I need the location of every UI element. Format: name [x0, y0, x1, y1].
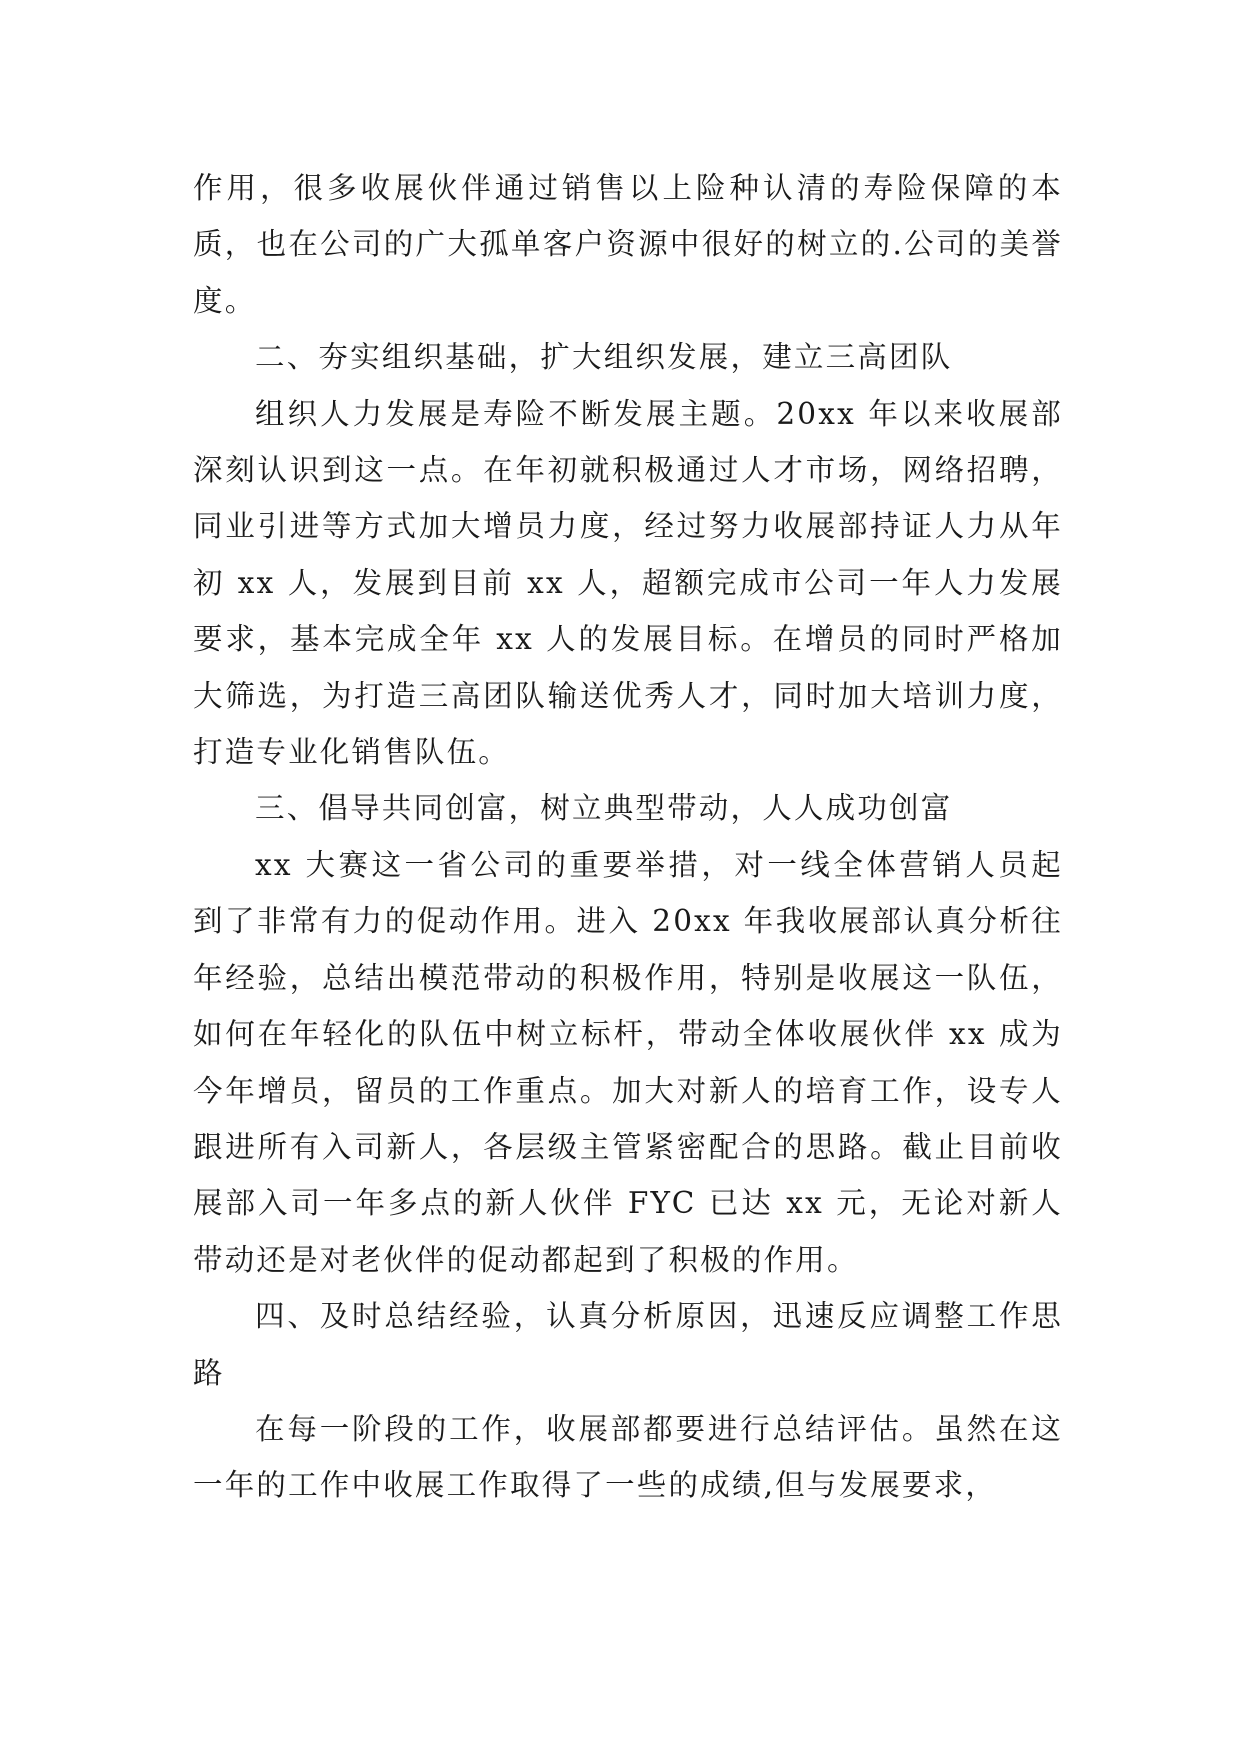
paragraph-summary: 在每一阶段的工作，收展部都要进行总结评估。虽然在这一年的工作中收展工作取得了一些的成绩,但与发展要求，	[193, 1411, 1063, 1503]
section-heading-2: 二、夯实组织基础，扩大组织发展，建立三高团队	[255, 340, 953, 375]
paragraph-organization: 组织人力发展是寿险不断发展主题。20xx 年以来收展部深刻认识到这一点。在年初就积极通过人才市场，网络招聘，同业引进等方式加大增员力度，经过努力收展部持证人力从年初 xx 人，发展到目前 xx 人，超额完成市公司一年人力发展要求，基本完成全年 xx 人的发展目标。在增员的同时严格加大筛选，为打造三高团队输送优秀人才，同时加大培训力度，打造专业化销售队伍。	[193, 396, 1063, 770]
section-heading-4: 四、及时总结经验，认真分析原因，迅速反应调整工作思路	[193, 1299, 1063, 1390]
document-body	[193, 160, 1063, 1514]
paragraph-continued: 作用，很多收展伙伴通过销售以上险种认清的寿险保障的本质，也在公司的广大孤单客户资源中很好的树立的.公司的美誉度。	[193, 171, 1063, 318]
paragraph-competition: xx 大赛这一省公司的重要举措，对一线全体营销人员起到了非常有力的促动作用。进入 20xx 年我收展部认真分析往年经验，总结出模范带动的积极作用，特别是收展这一队伍，如何在年轻化的队伍中树立标杆，带动全体收展伙伴 xx 成为今年增员，留员的工作重点。加大对新人的培育工作，设专人跟进所有入司新人，各层级主管紧密配合的思路。截止目前收展部入司一年多点的新人伙伴 FYC 已达 xx 元，无论对新人带动还是对老伙伴的促动都起到了积极的作用。	[193, 847, 1063, 1277]
section-heading-3: 三、倡导共同创富，树立典型带动，人人成功创富	[255, 791, 953, 826]
